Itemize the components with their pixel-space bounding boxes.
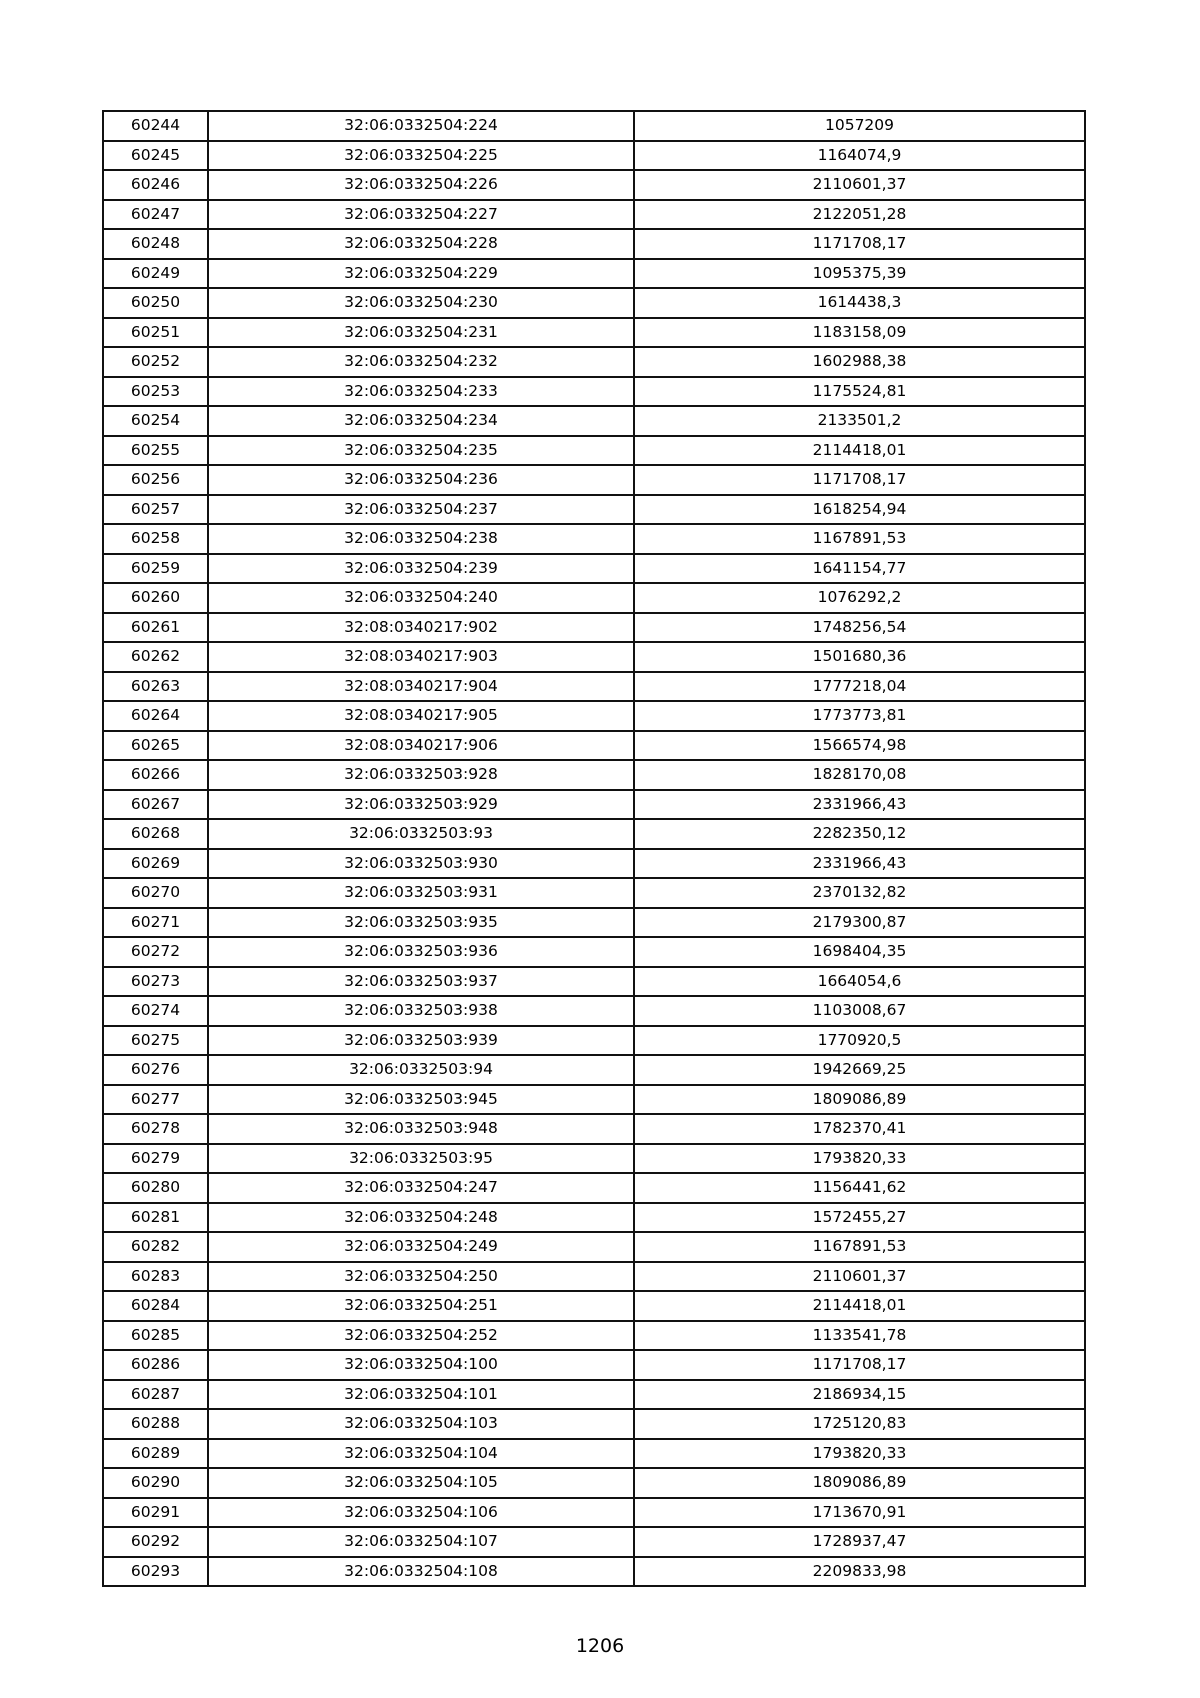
cadastral-number-cell: 32:06:0332503:93 bbox=[208, 819, 634, 849]
cadastral-number-cell: 32:06:0332503:930 bbox=[208, 849, 634, 879]
row-number-cell: 60286 bbox=[103, 1350, 208, 1380]
row-number-cell: 60264 bbox=[103, 701, 208, 731]
cadastral-number-cell: 32:06:0332504:107 bbox=[208, 1527, 634, 1557]
cadastral-value-cell: 1501680,36 bbox=[634, 642, 1085, 672]
row-number-cell: 60288 bbox=[103, 1409, 208, 1439]
table-row bbox=[103, 908, 1085, 938]
cadastral-value-cell: 1773773,81 bbox=[634, 701, 1085, 731]
cadastral-number-cell: 32:06:0332504:234 bbox=[208, 406, 634, 436]
row-number-cell: 60290 bbox=[103, 1468, 208, 1498]
cadastral-number-cell: 32:06:0332503:94 bbox=[208, 1055, 634, 1085]
cadastral-value-cell: 2331966,43 bbox=[634, 790, 1085, 820]
table-row bbox=[103, 1439, 1085, 1469]
cadastral-number-cell: 32:06:0332503:95 bbox=[208, 1144, 634, 1174]
cadastral-number-cell: 32:06:0332504:240 bbox=[208, 583, 634, 613]
cadastral-number-cell: 32:06:0332504:232 bbox=[208, 347, 634, 377]
table-row bbox=[103, 141, 1085, 171]
cadastral-value-cell: 1728937,47 bbox=[634, 1527, 1085, 1557]
page-number: 1206 bbox=[575, 1635, 625, 1657]
cadastral-value-cell: 2110601,37 bbox=[634, 1262, 1085, 1292]
row-number-cell: 60275 bbox=[103, 1026, 208, 1056]
cadastral-number-cell: 32:06:0332504:251 bbox=[208, 1291, 634, 1321]
cadastral-value-cell: 1167891,53 bbox=[634, 524, 1085, 554]
cadastral-value-cell: 1809086,89 bbox=[634, 1468, 1085, 1498]
cadastral-value-cell: 1782370,41 bbox=[634, 1114, 1085, 1144]
cadastral-number-cell: 32:08:0340217:905 bbox=[208, 701, 634, 731]
cadastral-value-cell: 1076292,2 bbox=[634, 583, 1085, 613]
cadastral-number-cell: 32:06:0332504:231 bbox=[208, 318, 634, 348]
cadastral-value-cell: 1698404,35 bbox=[634, 937, 1085, 967]
cadastral-number-cell: 32:06:0332503:928 bbox=[208, 760, 634, 790]
cadastral-value-cell: 2186934,15 bbox=[634, 1380, 1085, 1410]
table-row bbox=[103, 111, 1085, 141]
row-number-cell: 60284 bbox=[103, 1291, 208, 1321]
row-number-cell: 60278 bbox=[103, 1114, 208, 1144]
table-row bbox=[103, 731, 1085, 761]
cadastral-value-cell: 2282350,12 bbox=[634, 819, 1085, 849]
cadastral-value-cell: 1164074,9 bbox=[634, 141, 1085, 171]
cadastral-value-cell: 1793820,33 bbox=[634, 1439, 1085, 1469]
table-row bbox=[103, 1498, 1085, 1528]
table-row bbox=[103, 583, 1085, 613]
table-row bbox=[103, 996, 1085, 1026]
table-row bbox=[103, 436, 1085, 466]
cadastral-number-cell: 32:06:0332504:101 bbox=[208, 1380, 634, 1410]
row-number-cell: 60251 bbox=[103, 318, 208, 348]
cadastral-value-cell: 1770920,5 bbox=[634, 1026, 1085, 1056]
row-number-cell: 60249 bbox=[103, 259, 208, 289]
cadastral-number-cell: 32:06:0332504:103 bbox=[208, 1409, 634, 1439]
table-row bbox=[103, 642, 1085, 672]
cadastral-value-cell: 1748256,54 bbox=[634, 613, 1085, 643]
cadastral-number-cell: 32:06:0332503:948 bbox=[208, 1114, 634, 1144]
cadastral-number-cell: 32:06:0332504:229 bbox=[208, 259, 634, 289]
cadastral-number-cell: 32:06:0332504:250 bbox=[208, 1262, 634, 1292]
table-row bbox=[103, 288, 1085, 318]
row-number-cell: 60276 bbox=[103, 1055, 208, 1085]
table-row bbox=[103, 554, 1085, 584]
row-number-cell: 60258 bbox=[103, 524, 208, 554]
row-number-cell: 60279 bbox=[103, 1144, 208, 1174]
row-number-cell: 60265 bbox=[103, 731, 208, 761]
cadastral-number-cell: 32:06:0332504:227 bbox=[208, 200, 634, 230]
row-number-cell: 60268 bbox=[103, 819, 208, 849]
cadastral-value-cell: 2133501,2 bbox=[634, 406, 1085, 436]
table-row bbox=[103, 1203, 1085, 1233]
table-row bbox=[103, 1055, 1085, 1085]
cadastral-number-cell: 32:06:0332504:235 bbox=[208, 436, 634, 466]
row-number-cell: 60280 bbox=[103, 1173, 208, 1203]
table-body bbox=[103, 111, 1085, 1586]
row-number-cell: 60246 bbox=[103, 170, 208, 200]
cadastral-number-cell: 32:08:0340217:902 bbox=[208, 613, 634, 643]
table-row bbox=[103, 849, 1085, 879]
cadastral-value-cell: 1103008,67 bbox=[634, 996, 1085, 1026]
cadastral-number-cell: 32:06:0332504:100 bbox=[208, 1350, 634, 1380]
cadastral-value-cell: 1171708,17 bbox=[634, 229, 1085, 259]
cadastral-number-cell: 32:06:0332504:249 bbox=[208, 1232, 634, 1262]
cadastral-value-cell: 1171708,17 bbox=[634, 465, 1085, 495]
cadastral-value-cell: 1725120,83 bbox=[634, 1409, 1085, 1439]
cadastral-value-cell: 2110601,37 bbox=[634, 170, 1085, 200]
row-number-cell: 60277 bbox=[103, 1085, 208, 1115]
table-row bbox=[103, 790, 1085, 820]
table-row bbox=[103, 170, 1085, 200]
cadastral-number-cell: 32:06:0332504:108 bbox=[208, 1557, 634, 1587]
row-number-cell: 60270 bbox=[103, 878, 208, 908]
row-number-cell: 60292 bbox=[103, 1527, 208, 1557]
cadastral-value-cell: 1566574,98 bbox=[634, 731, 1085, 761]
row-number-cell: 60287 bbox=[103, 1380, 208, 1410]
row-number-cell: 60261 bbox=[103, 613, 208, 643]
table-row bbox=[103, 760, 1085, 790]
cadastral-number-cell: 32:06:0332504:237 bbox=[208, 495, 634, 525]
cadastral-number-cell: 32:06:0332504:248 bbox=[208, 1203, 634, 1233]
row-number-cell: 60282 bbox=[103, 1232, 208, 1262]
table-row bbox=[103, 406, 1085, 436]
cadastral-value-cell: 1572455,27 bbox=[634, 1203, 1085, 1233]
table-row bbox=[103, 465, 1085, 495]
cadastral-value-cell: 1828170,08 bbox=[634, 760, 1085, 790]
table-row bbox=[103, 967, 1085, 997]
row-number-cell: 60283 bbox=[103, 1262, 208, 1292]
cadastral-value-cell: 1175524,81 bbox=[634, 377, 1085, 407]
cadastral-value-cell: 1156441,62 bbox=[634, 1173, 1085, 1203]
table-row bbox=[103, 1173, 1085, 1203]
cadastral-number-cell: 32:06:0332504:226 bbox=[208, 170, 634, 200]
row-number-cell: 60255 bbox=[103, 436, 208, 466]
cadastral-value-cell: 1602988,38 bbox=[634, 347, 1085, 377]
cadastral-value-cell: 1809086,89 bbox=[634, 1085, 1085, 1115]
cadastral-value-cell: 2179300,87 bbox=[634, 908, 1085, 938]
cadastral-number-cell: 32:08:0340217:906 bbox=[208, 731, 634, 761]
table-row bbox=[103, 377, 1085, 407]
cadastral-value-cell: 2122051,28 bbox=[634, 200, 1085, 230]
table-row bbox=[103, 1114, 1085, 1144]
cadastral-value-cell: 1133541,78 bbox=[634, 1321, 1085, 1351]
cadastral-value-cell: 1618254,94 bbox=[634, 495, 1085, 525]
row-number-cell: 60285 bbox=[103, 1321, 208, 1351]
row-number-cell: 60266 bbox=[103, 760, 208, 790]
cadastral-value-cell: 2209833,98 bbox=[634, 1557, 1085, 1587]
row-number-cell: 60248 bbox=[103, 229, 208, 259]
table-row bbox=[103, 672, 1085, 702]
table-row bbox=[103, 1291, 1085, 1321]
cadastral-number-cell: 32:06:0332504:224 bbox=[208, 111, 634, 141]
cadastral-value-cell: 1942669,25 bbox=[634, 1055, 1085, 1085]
table-row bbox=[103, 1085, 1085, 1115]
table-row bbox=[103, 229, 1085, 259]
cadastral-value-cell: 1777218,04 bbox=[634, 672, 1085, 702]
table-row bbox=[103, 1380, 1085, 1410]
cadastral-number-cell: 32:06:0332504:247 bbox=[208, 1173, 634, 1203]
cadastral-value-cell: 1713670,91 bbox=[634, 1498, 1085, 1528]
cadastral-number-cell: 32:06:0332504:238 bbox=[208, 524, 634, 554]
table-row bbox=[103, 1026, 1085, 1056]
row-number-cell: 60252 bbox=[103, 347, 208, 377]
table-row bbox=[103, 318, 1085, 348]
row-number-cell: 60269 bbox=[103, 849, 208, 879]
cadastral-number-cell: 32:06:0332504:236 bbox=[208, 465, 634, 495]
cadastral-number-cell: 32:06:0332504:104 bbox=[208, 1439, 634, 1469]
table-row bbox=[103, 524, 1085, 554]
row-number-cell: 60281 bbox=[103, 1203, 208, 1233]
row-number-cell: 60274 bbox=[103, 996, 208, 1026]
row-number-cell: 60273 bbox=[103, 967, 208, 997]
cadastral-number-cell: 32:06:0332503:937 bbox=[208, 967, 634, 997]
row-number-cell: 60244 bbox=[103, 111, 208, 141]
row-number-cell: 60272 bbox=[103, 937, 208, 967]
cadastral-value-cell: 1171708,17 bbox=[634, 1350, 1085, 1380]
cadastral-number-cell: 32:06:0332504:105 bbox=[208, 1468, 634, 1498]
cadastral-number-cell: 32:06:0332504:106 bbox=[208, 1498, 634, 1528]
cadastral-value-cell: 2114418,01 bbox=[634, 1291, 1085, 1321]
table-row bbox=[103, 1144, 1085, 1174]
row-number-cell: 60250 bbox=[103, 288, 208, 318]
row-number-cell: 60256 bbox=[103, 465, 208, 495]
table-row bbox=[103, 1527, 1085, 1557]
row-number-cell: 60253 bbox=[103, 377, 208, 407]
cadastral-number-cell: 32:06:0332503:938 bbox=[208, 996, 634, 1026]
cadastral-number-cell: 32:06:0332504:225 bbox=[208, 141, 634, 171]
cadastral-number-cell: 32:08:0340217:903 bbox=[208, 642, 634, 672]
cadastral-number-cell: 32:06:0332503:936 bbox=[208, 937, 634, 967]
cadastral-number-cell: 32:06:0332503:931 bbox=[208, 878, 634, 908]
cadastral-value-cell: 1167891,53 bbox=[634, 1232, 1085, 1262]
cadastral-value-cell: 1057209 bbox=[634, 111, 1085, 141]
row-number-cell: 60289 bbox=[103, 1439, 208, 1469]
row-number-cell: 60247 bbox=[103, 200, 208, 230]
row-number-cell: 60262 bbox=[103, 642, 208, 672]
table-row bbox=[103, 878, 1085, 908]
cadastral-value-cell: 2370132,82 bbox=[634, 878, 1085, 908]
cadastral-value-cell: 1095375,39 bbox=[634, 259, 1085, 289]
table-row bbox=[103, 1468, 1085, 1498]
table-row bbox=[103, 819, 1085, 849]
cadastral-number-cell: 32:06:0332503:929 bbox=[208, 790, 634, 820]
cadastral-number-cell: 32:06:0332504:230 bbox=[208, 288, 634, 318]
row-number-cell: 60260 bbox=[103, 583, 208, 613]
table-row bbox=[103, 1262, 1085, 1292]
cadastral-number-cell: 32:06:0332503:945 bbox=[208, 1085, 634, 1115]
table-row bbox=[103, 1232, 1085, 1262]
cadastral-number-cell: 32:06:0332504:239 bbox=[208, 554, 634, 584]
cadastral-number-cell: 32:06:0332504:252 bbox=[208, 1321, 634, 1351]
cadastral-value-cell: 1664054,6 bbox=[634, 967, 1085, 997]
table-row bbox=[103, 347, 1085, 377]
cadastral-value-cell: 2114418,01 bbox=[634, 436, 1085, 466]
cadastral-number-cell: 32:06:0332504:233 bbox=[208, 377, 634, 407]
row-number-cell: 60257 bbox=[103, 495, 208, 525]
table-row bbox=[103, 200, 1085, 230]
row-number-cell: 60254 bbox=[103, 406, 208, 436]
cadastral-value-cell: 2331966,43 bbox=[634, 849, 1085, 879]
cadastral-number-cell: 32:06:0332503:935 bbox=[208, 908, 634, 938]
cadastral-number-cell: 32:06:0332504:228 bbox=[208, 229, 634, 259]
row-number-cell: 60271 bbox=[103, 908, 208, 938]
table-row bbox=[103, 1350, 1085, 1380]
table-row bbox=[103, 1409, 1085, 1439]
row-number-cell: 60291 bbox=[103, 1498, 208, 1528]
cadastral-value-cell: 1793820,33 bbox=[634, 1144, 1085, 1174]
table-row bbox=[103, 1321, 1085, 1351]
table-row bbox=[103, 259, 1085, 289]
table-row bbox=[103, 937, 1085, 967]
cadastral-number-cell: 32:08:0340217:904 bbox=[208, 672, 634, 702]
table-row bbox=[103, 495, 1085, 525]
table-row bbox=[103, 613, 1085, 643]
row-number-cell: 60293 bbox=[103, 1557, 208, 1587]
cadastral-value-table bbox=[102, 110, 1086, 1587]
table-row bbox=[103, 701, 1085, 731]
cadastral-value-cell: 1614438,3 bbox=[634, 288, 1085, 318]
cadastral-value-cell: 1641154,77 bbox=[634, 554, 1085, 584]
row-number-cell: 60245 bbox=[103, 141, 208, 171]
table-row bbox=[103, 1557, 1085, 1587]
cadastral-value-cell: 1183158,09 bbox=[634, 318, 1085, 348]
row-number-cell: 60259 bbox=[103, 554, 208, 584]
row-number-cell: 60263 bbox=[103, 672, 208, 702]
cadastral-number-cell: 32:06:0332503:939 bbox=[208, 1026, 634, 1056]
row-number-cell: 60267 bbox=[103, 790, 208, 820]
